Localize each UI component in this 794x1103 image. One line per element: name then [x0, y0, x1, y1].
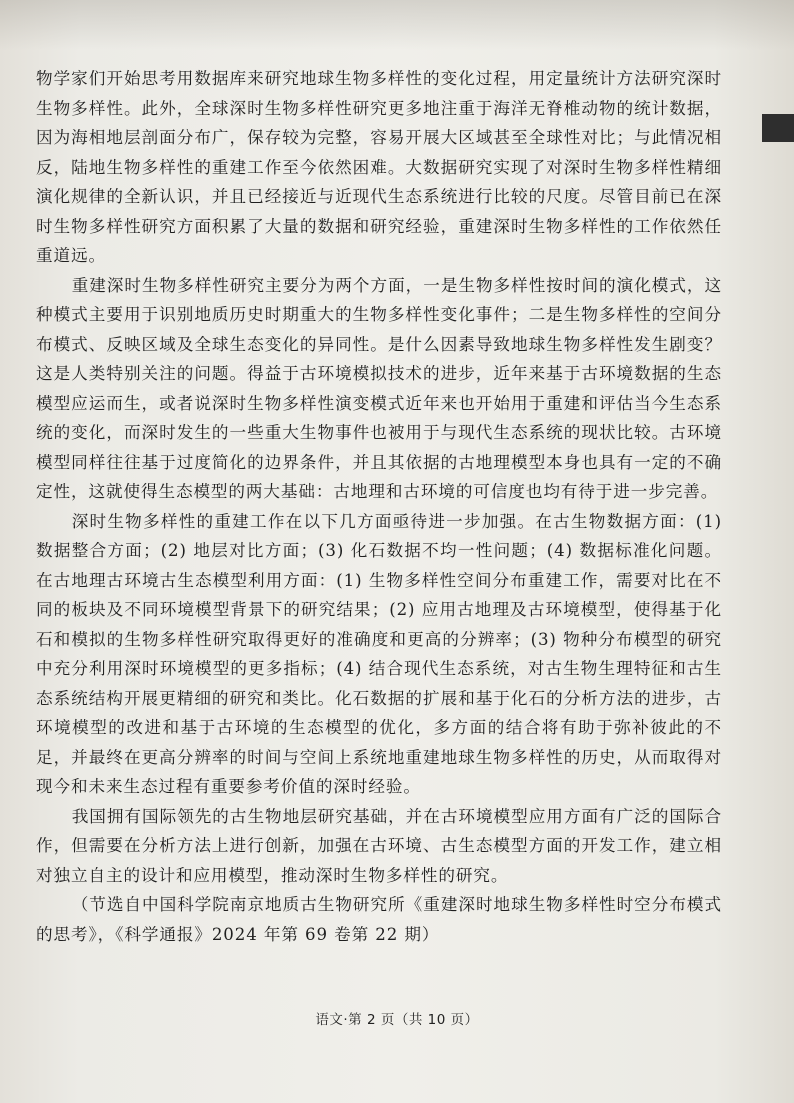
- paragraph-4: 我国拥有国际领先的古生物地层研究基础，并在古环境模型应用方面有广泛的国际合作，但需要在分析方法上进行创新，加强在古环境、古生态模型方面的开发工作，建立相对独立自主的设计和应用模型，推动深时生物多样性的研究。: [36, 806, 722, 885]
- binding-mark: [762, 114, 794, 142]
- page-footer: 语文·第 2 页（共 10 页）: [315, 1012, 479, 1028]
- paragraph-2: 重建深时生物多样性研究主要分为两个方面，一是生物多样性按时间的演化模式，这种模式主要用于识别地质历史时期重大的生物多样性变化事件；二是生物多样性的空间分布模式、反映区域及全球生态变化的异同性。是什么因素导致地球生物多样性发生剧变？这是人类特别关注的问题。得益于古环境模拟技术的进步，近年来基于古环境数据的生态模型应运而生，或者说深时生物多样性演变模式近年来也开始用于重建和评估当今生态系统的变化，而深时发生的一些重大生物事件也被用于与现代生态系统的现状比较。古环境模型同样往往基于过度简化的边界条件，并且其依据的古地理模型本身也具有一定的不确定性，这就使得生态模型的两大基础：古地理和古环境的可信度也均有待于进一步完善。: [36, 275, 722, 501]
- paragraph-3: 深时生物多样性的重建工作在以下几方面亟待进一步加强。在古生物数据方面：(1) 数据整合方面；(2) 地层对比方面；(3) 化石数据不均一性问题；(4) 数据标准化问题。在古地理古环境古生态模型利用方面：(1) 生物多样性空间分布重建工作，需要对比在不同的板块及不同环境模型背景下的研究结果；(2) 应用古地理及古环境模型，使得基于化石和模拟的生物多样性研究取得更好的准确度和更高的分辨率；(3) 物种分布模型的研究中充分利用深时环境模型的更多指标；(4) 结合现代生态系统，对古生物生理特征和古生态系统结构开展更精细的研究和类比。化石数据的扩展和基于化石的分析方法的进步，古环境模型的改进和基于古环境的生态模型的优化，多方面的结合将有助于弥补彼此的不足，并最终在更高分辨率的时间与空间上系统地重建地球生物多样性的历史，从而取得对现今和未来生态过程有重要参考价值的深时经验。: [36, 511, 722, 796]
- article-body: [36, 64, 722, 949]
- source-citation: （节选自中国科学院南京地质古生物研究所《重建深时地球生物多样性时空分布模式的思考》，《科学通报》2024 年第 69 卷第 22 期）: [36, 895, 722, 944]
- paragraph-1: 物学家们开始思考用数据库来研究地球生物多样性的变化过程，用定量统计方法研究深时生物多样性。此外，全球深时生物多样性研究更多地注重于海洋无脊椎动物的统计数据，因为海相地层剖面分布广，保存较为完整，容易开展大区域甚至全球性对比；与此情况相反，陆地生物多样性的重建工作至今依然困难。大数据研究实现了对深时生物多样性精细演化规律的全新认识，并且已经接近与近现代生态系统进行比较的尺度。尽管目前已在深时生物多样性研究方面积累了大量的数据和研究经验，重建深时生物多样性的工作依然任重道远。: [36, 69, 722, 265]
- page-shadow: [0, 0, 794, 50]
